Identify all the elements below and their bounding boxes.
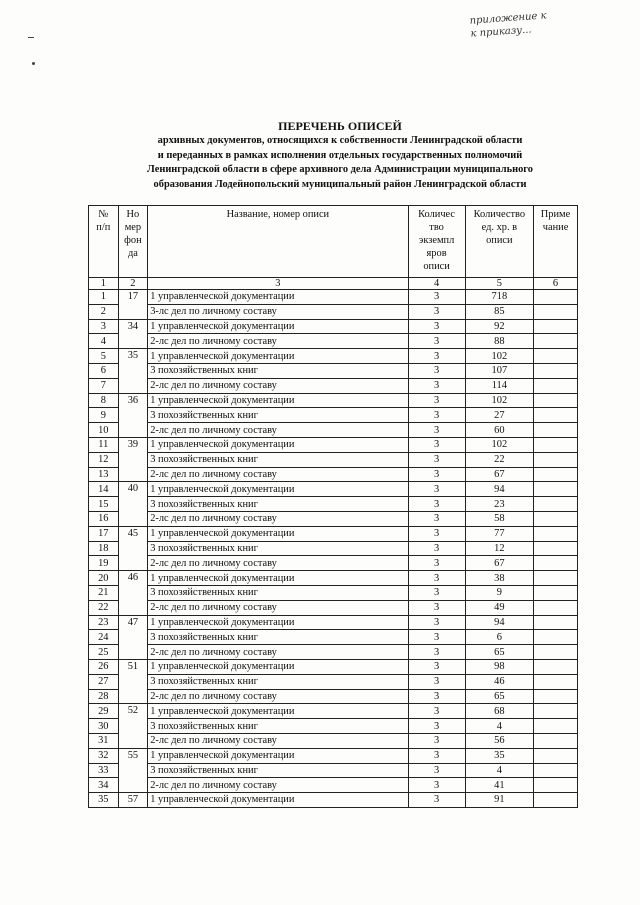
row-number: 28 xyxy=(89,689,119,704)
table-row xyxy=(89,482,578,497)
note-cell xyxy=(534,334,578,349)
units-count: 114 xyxy=(465,378,533,393)
units-count: 35 xyxy=(465,748,533,763)
note-cell xyxy=(534,482,578,497)
inventory-name: 1 управленческой документации xyxy=(148,571,408,586)
note-cell xyxy=(534,423,578,438)
row-number: 17 xyxy=(89,526,119,541)
note-cell xyxy=(534,645,578,660)
row-number: 3 xyxy=(89,319,119,334)
copies-count: 3 xyxy=(408,615,465,630)
table-row xyxy=(89,393,578,408)
inventory-name: 1 управленческой документации xyxy=(148,319,408,334)
table-row xyxy=(89,615,578,630)
fund-number: 40 xyxy=(118,482,148,526)
note-cell xyxy=(534,674,578,689)
row-number: 6 xyxy=(89,363,119,378)
copies-count: 3 xyxy=(408,763,465,778)
inventory-name: 2-лс дел по личному составу xyxy=(148,733,408,748)
table-row xyxy=(89,793,578,808)
table-row xyxy=(89,467,578,482)
note-cell xyxy=(534,793,578,808)
note-cell xyxy=(534,319,578,334)
units-count: 68 xyxy=(465,704,533,719)
units-count: 107 xyxy=(465,363,533,378)
table-row xyxy=(89,778,578,793)
row-number: 30 xyxy=(89,719,119,734)
units-count: 27 xyxy=(465,408,533,423)
units-count: 67 xyxy=(465,556,533,571)
note-cell xyxy=(534,408,578,423)
row-number: 22 xyxy=(89,600,119,615)
copies-count: 3 xyxy=(408,511,465,526)
copies-count: 3 xyxy=(408,304,465,319)
copies-count: 3 xyxy=(408,393,465,408)
units-count: 49 xyxy=(465,600,533,615)
table-row xyxy=(89,704,578,719)
units-count: 102 xyxy=(465,393,533,408)
header-units-count: Количество ед. хр. в описи xyxy=(465,206,533,278)
copies-count: 3 xyxy=(408,423,465,438)
inventory-name: 3 похозяйственных книг xyxy=(148,541,408,556)
copies-count: 3 xyxy=(408,645,465,660)
inventory-name: 1 управленческой документации xyxy=(148,615,408,630)
inventory-name: 2-лс дел по личному составу xyxy=(148,645,408,660)
inventory-name: 1 управленческой документации xyxy=(148,704,408,719)
note-cell xyxy=(534,630,578,645)
inventory-name: 2-лс дел по личному составу xyxy=(148,778,408,793)
note-cell xyxy=(534,689,578,704)
copies-count: 3 xyxy=(408,733,465,748)
table-row xyxy=(89,378,578,393)
note-cell xyxy=(534,704,578,719)
units-count: 65 xyxy=(465,645,533,660)
units-count: 60 xyxy=(465,423,533,438)
row-number: 33 xyxy=(89,763,119,778)
inventory-name: 1 управленческой документации xyxy=(148,526,408,541)
fund-number: 51 xyxy=(118,659,148,703)
row-number: 27 xyxy=(89,674,119,689)
inventory-name: 3 похозяйственных книг xyxy=(148,719,408,734)
copies-count: 3 xyxy=(408,437,465,452)
fund-number: 55 xyxy=(118,748,148,792)
copies-count: 3 xyxy=(408,689,465,704)
note-cell xyxy=(534,304,578,319)
row-number: 26 xyxy=(89,659,119,674)
column-number: 2 xyxy=(118,278,148,290)
units-count: 102 xyxy=(465,349,533,364)
units-count: 92 xyxy=(465,319,533,334)
note-cell xyxy=(534,541,578,556)
row-number: 5 xyxy=(89,349,119,364)
inventory-name: 3 похозяйственных книг xyxy=(148,452,408,467)
fund-number: 39 xyxy=(118,437,148,481)
inventory-name: 1 управленческой документации xyxy=(148,748,408,763)
row-number: 1 xyxy=(89,290,119,305)
units-count: 41 xyxy=(465,778,533,793)
header-fund-number: Но мер фон да xyxy=(118,206,148,278)
table-row xyxy=(89,497,578,512)
copies-count: 3 xyxy=(408,630,465,645)
note-cell xyxy=(534,556,578,571)
row-number: 2 xyxy=(89,304,119,319)
row-number: 13 xyxy=(89,467,119,482)
units-count: 4 xyxy=(465,719,533,734)
handwritten-note: приложение к к приказу... xyxy=(469,10,547,40)
table-row xyxy=(89,423,578,438)
row-number: 8 xyxy=(89,393,119,408)
table-row xyxy=(89,437,578,452)
units-count: 9 xyxy=(465,585,533,600)
inventory-name: 1 управленческой документации xyxy=(148,393,408,408)
row-number: 11 xyxy=(89,437,119,452)
note-cell xyxy=(534,467,578,482)
inventory-name: 2-лс дел по личному составу xyxy=(148,689,408,704)
copies-count: 3 xyxy=(408,290,465,305)
copies-count: 3 xyxy=(408,556,465,571)
note-cell xyxy=(534,511,578,526)
row-number: 34 xyxy=(89,778,119,793)
row-number: 35 xyxy=(89,793,119,808)
row-number: 9 xyxy=(89,408,119,423)
inventory-name: 3 похозяйственных книг xyxy=(148,763,408,778)
row-number: 4 xyxy=(89,334,119,349)
units-count: 4 xyxy=(465,763,533,778)
row-number: 16 xyxy=(89,511,119,526)
row-number: 20 xyxy=(89,571,119,586)
inventory-name: 1 управленческой документации xyxy=(148,437,408,452)
table-row xyxy=(89,541,578,556)
row-number: 15 xyxy=(89,497,119,512)
table-row xyxy=(89,733,578,748)
row-number: 24 xyxy=(89,630,119,645)
copies-count: 3 xyxy=(408,600,465,615)
note-cell xyxy=(534,349,578,364)
copies-count: 3 xyxy=(408,363,465,378)
table-row xyxy=(89,319,578,334)
table-row xyxy=(89,689,578,704)
note-cell xyxy=(534,363,578,378)
table-row xyxy=(89,659,578,674)
row-number: 10 xyxy=(89,423,119,438)
row-number: 19 xyxy=(89,556,119,571)
column-number: 4 xyxy=(408,278,465,290)
copies-count: 3 xyxy=(408,497,465,512)
copies-count: 3 xyxy=(408,349,465,364)
note-cell xyxy=(534,585,578,600)
scan-mark xyxy=(28,37,34,38)
note-cell xyxy=(534,378,578,393)
inventory-name: 3 похозяйственных книг xyxy=(148,585,408,600)
units-count: 22 xyxy=(465,452,533,467)
units-count: 46 xyxy=(465,674,533,689)
table-row xyxy=(89,511,578,526)
units-count: 98 xyxy=(465,659,533,674)
row-number: 12 xyxy=(89,452,119,467)
table-row xyxy=(89,630,578,645)
table-row xyxy=(89,290,578,305)
copies-count: 3 xyxy=(408,748,465,763)
copies-count: 3 xyxy=(408,659,465,674)
table-row xyxy=(89,600,578,615)
copies-count: 3 xyxy=(408,334,465,349)
units-count: 58 xyxy=(465,511,533,526)
table-row xyxy=(89,674,578,689)
inventory-name: 3 похозяйственных книг xyxy=(148,497,408,512)
note-cell xyxy=(534,659,578,674)
note-cell xyxy=(534,437,578,452)
table-row xyxy=(89,748,578,763)
header-inventory-name: Название, номер описи xyxy=(148,206,408,278)
inventory-name: 2-лс дел по личному составу xyxy=(148,556,408,571)
table-row xyxy=(89,719,578,734)
table-row xyxy=(89,526,578,541)
table-row xyxy=(89,585,578,600)
copies-count: 3 xyxy=(408,704,465,719)
copies-count: 3 xyxy=(408,467,465,482)
copies-count: 3 xyxy=(408,378,465,393)
units-count: 56 xyxy=(465,733,533,748)
copies-count: 3 xyxy=(408,778,465,793)
fund-number: 47 xyxy=(118,615,148,659)
copies-count: 3 xyxy=(408,585,465,600)
row-number: 23 xyxy=(89,615,119,630)
inventory-name: 2-лс дел по личному составу xyxy=(148,600,408,615)
note-cell xyxy=(534,763,578,778)
copies-count: 3 xyxy=(408,482,465,497)
fund-number: 45 xyxy=(118,526,148,570)
inventory-name: 2-лс дел по личному составу xyxy=(148,511,408,526)
note-cell xyxy=(534,571,578,586)
fund-number: 46 xyxy=(118,571,148,615)
fund-number: 17 xyxy=(118,290,148,320)
table-row xyxy=(89,363,578,378)
scan-dot xyxy=(32,62,35,65)
copies-count: 3 xyxy=(408,452,465,467)
note-cell xyxy=(534,600,578,615)
inventory-name: 2-лс дел по личному составу xyxy=(148,467,408,482)
units-count: 85 xyxy=(465,304,533,319)
inventory-name: 3 похозяйственных книг xyxy=(148,674,408,689)
table-row xyxy=(89,334,578,349)
header-row-number: № п/п xyxy=(89,206,119,278)
row-number: 21 xyxy=(89,585,119,600)
note-cell xyxy=(534,719,578,734)
inventory-table xyxy=(88,205,578,808)
units-count: 12 xyxy=(465,541,533,556)
subtitle-line: и переданных в рамках исполнения отдельных государственных полномочий xyxy=(157,149,523,161)
inventory-name: 1 управленческой документации xyxy=(148,349,408,364)
note-cell xyxy=(534,733,578,748)
copies-count: 3 xyxy=(408,319,465,334)
table-row xyxy=(89,452,578,467)
fund-number: 34 xyxy=(118,319,148,349)
fund-number: 36 xyxy=(118,393,148,437)
inventory-name: 1 управленческой документации xyxy=(148,793,408,808)
inventory-name: 1 управленческой документации xyxy=(148,290,408,305)
table-row xyxy=(89,349,578,364)
document-title: ПЕРЕЧЕНЬ ОПИСЕЙ xyxy=(278,119,402,133)
row-number: 32 xyxy=(89,748,119,763)
header-note: Приме чание xyxy=(534,206,578,278)
table-row xyxy=(89,408,578,423)
note-cell xyxy=(534,748,578,763)
inventory-name: 2-лс дел по личному составу xyxy=(148,423,408,438)
inventory-name: 2-лс дел по личному составу xyxy=(148,378,408,393)
units-count: 23 xyxy=(465,497,533,512)
units-count: 94 xyxy=(465,482,533,497)
note-cell xyxy=(534,290,578,305)
table-header-row xyxy=(89,206,578,278)
row-number: 18 xyxy=(89,541,119,556)
document-header xyxy=(90,118,590,192)
units-count: 718 xyxy=(465,290,533,305)
copies-count: 3 xyxy=(408,674,465,689)
copies-count: 3 xyxy=(408,408,465,423)
units-count: 91 xyxy=(465,793,533,808)
table-row xyxy=(89,763,578,778)
row-number: 31 xyxy=(89,733,119,748)
inventory-name: 1 управленческой документации xyxy=(148,482,408,497)
units-count: 102 xyxy=(465,437,533,452)
column-number: 1 xyxy=(89,278,119,290)
fund-number: 57 xyxy=(118,793,148,808)
copies-count: 3 xyxy=(408,571,465,586)
row-number: 7 xyxy=(89,378,119,393)
copies-count: 3 xyxy=(408,541,465,556)
inventory-name: 3 похозяйственных книг xyxy=(148,630,408,645)
fund-number: 35 xyxy=(118,349,148,393)
subtitle-line: архивных документов, относящихся к собственности Ленинградской области xyxy=(157,135,523,146)
units-count: 94 xyxy=(465,615,533,630)
inventory-name: 3 похозяйственных книг xyxy=(148,363,408,378)
inventory-name: 3 похозяйственных книг xyxy=(148,408,408,423)
row-number: 25 xyxy=(89,645,119,660)
inventory-name: 1 управленческой документации xyxy=(148,659,408,674)
inventory-name: 3-лс дел по личному составу xyxy=(148,304,408,319)
note-cell xyxy=(534,526,578,541)
column-number: 3 xyxy=(148,278,408,290)
subtitle-line: Ленинградской области в сфере архивного дела Администрации муниципального xyxy=(147,164,533,175)
subtitle-line: образования Лодейнопольский муниципальный район Ленинградской области xyxy=(153,178,527,190)
fund-number: 52 xyxy=(118,704,148,748)
note-cell xyxy=(534,615,578,630)
note-cell xyxy=(534,452,578,467)
inventory-name: 2-лс дел по личному составу xyxy=(148,334,408,349)
units-count: 77 xyxy=(465,526,533,541)
copies-count: 3 xyxy=(408,793,465,808)
copies-count: 3 xyxy=(408,526,465,541)
note-cell xyxy=(534,393,578,408)
table-row xyxy=(89,571,578,586)
units-count: 6 xyxy=(465,630,533,645)
table-row xyxy=(89,645,578,660)
units-count: 38 xyxy=(465,571,533,586)
row-number: 29 xyxy=(89,704,119,719)
note-cell xyxy=(534,778,578,793)
note-cell xyxy=(534,497,578,512)
units-count: 67 xyxy=(465,467,533,482)
table-row xyxy=(89,304,578,319)
row-number: 14 xyxy=(89,482,119,497)
header-copies-count: Количес тво экземпл яров описи xyxy=(408,206,465,278)
units-count: 88 xyxy=(465,334,533,349)
units-count: 65 xyxy=(465,689,533,704)
table-row xyxy=(89,556,578,571)
column-number: 5 xyxy=(465,278,533,290)
column-number-row xyxy=(89,278,578,290)
copies-count: 3 xyxy=(408,719,465,734)
column-number: 6 xyxy=(534,278,578,290)
